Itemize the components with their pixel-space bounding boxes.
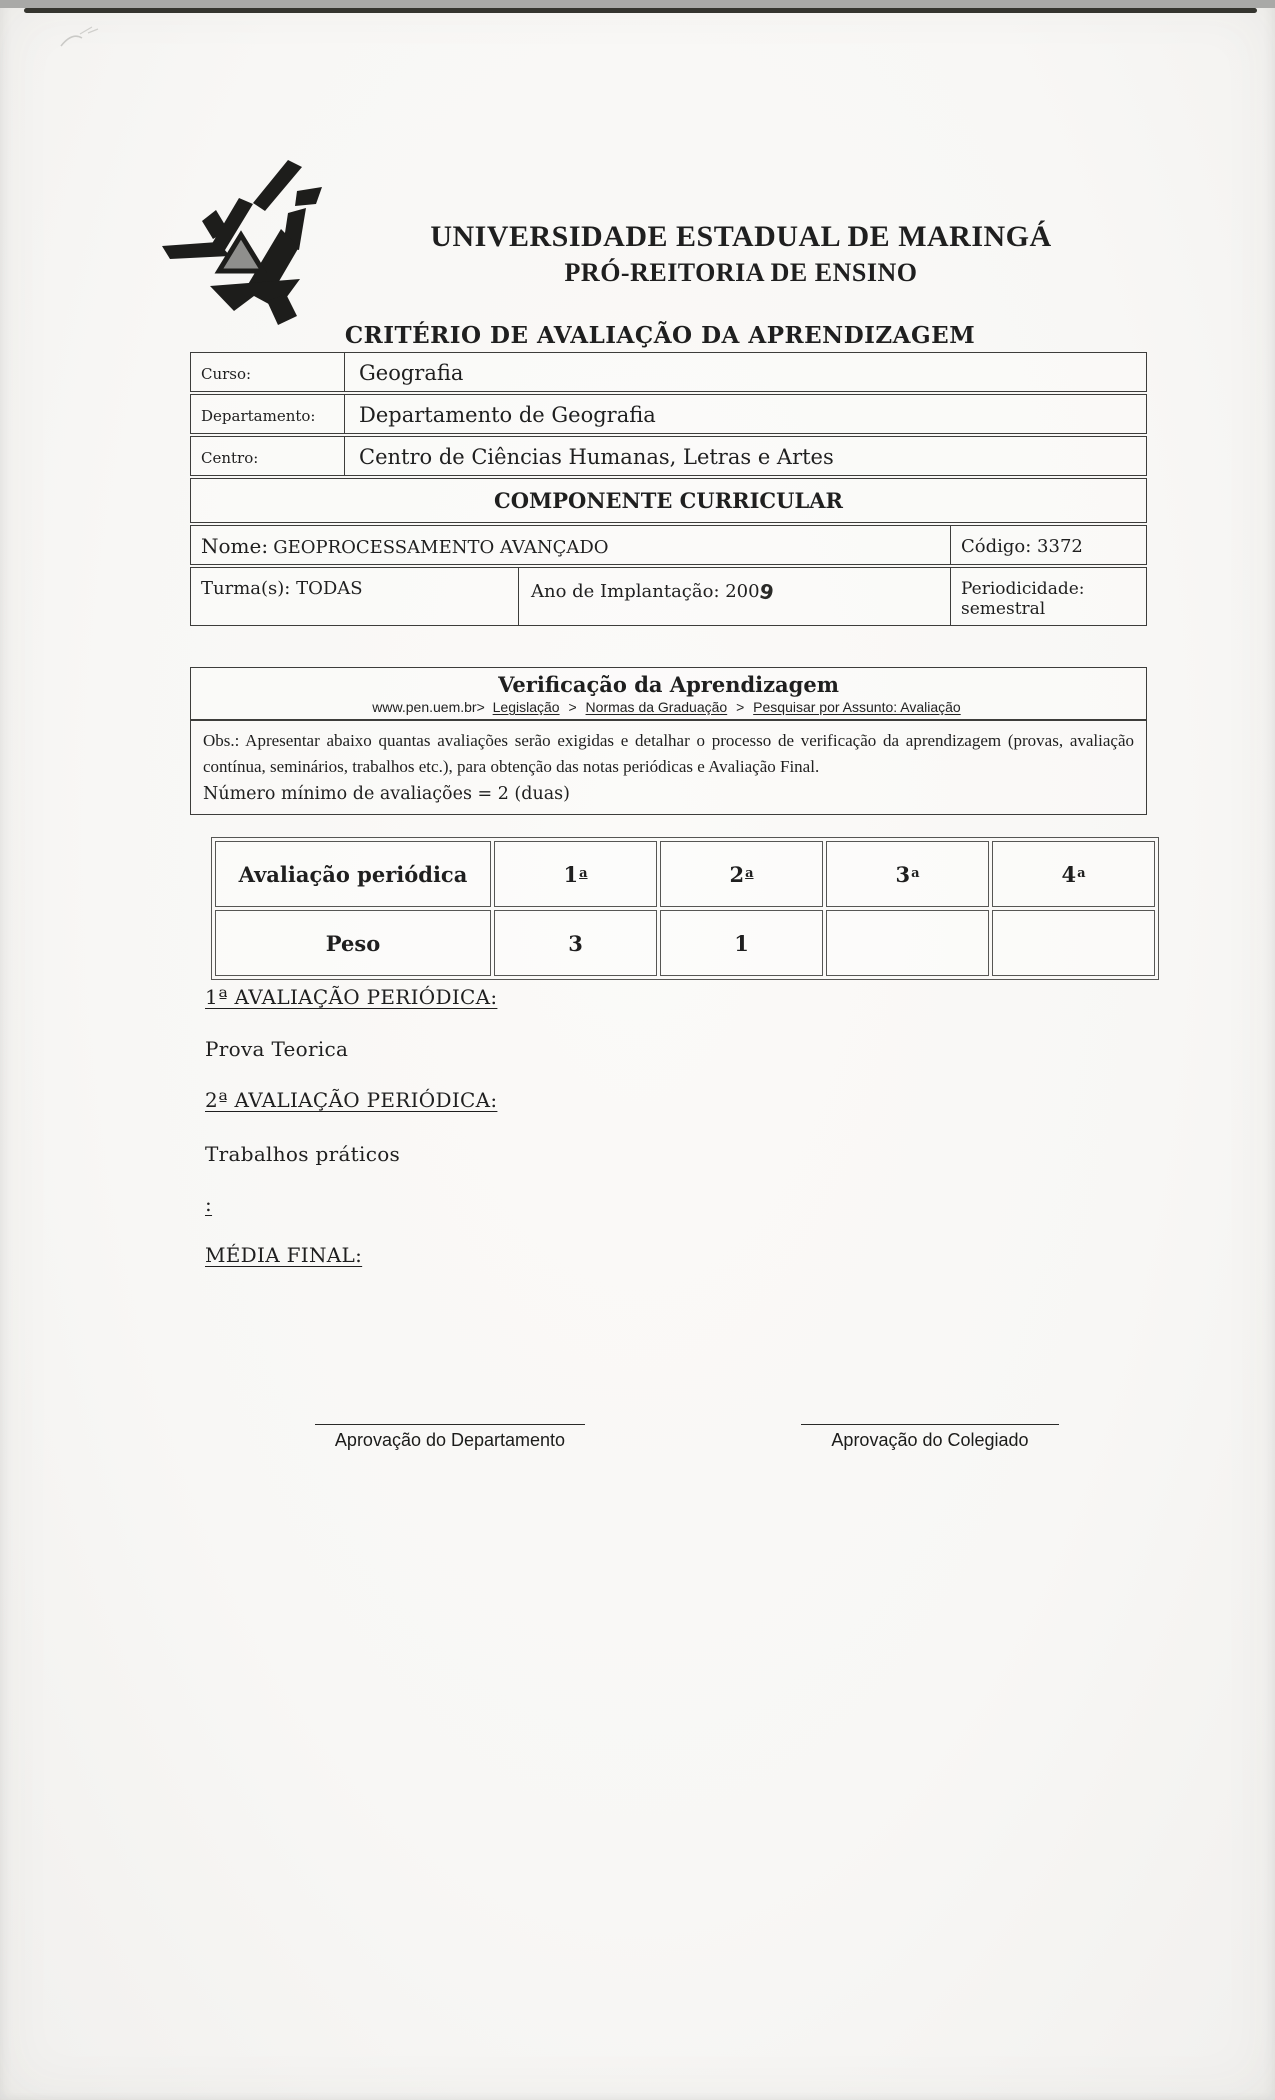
nome-cell: [191, 526, 950, 564]
minimo-avaliacoes-line: Número mínimo de avaliações = 2 (duas): [203, 783, 570, 804]
course-info-table: [190, 352, 1147, 628]
table-row-departamento: [190, 394, 1147, 434]
nome-label: Nome:: [201, 534, 269, 558]
verificacao-title: Verificação da Aprendizagem: [498, 672, 839, 697]
university-name: UNIVERSIDADE ESTADUAL DE MARINGÁ: [430, 220, 1052, 253]
breadcrumb-prefix: www.pen.uem.br>: [372, 699, 485, 715]
table-row-centro: [190, 436, 1147, 476]
breadcrumb-link-pesquisar: Pesquisar por Assunto: Avaliação: [753, 699, 961, 715]
codigo-cell: Código: 3372: [950, 526, 1146, 564]
peso-value-3: [826, 910, 989, 976]
signature-departamento: [315, 1424, 585, 1451]
verificacao-body: [190, 720, 1147, 815]
avaliacao-periodica-header: Avaliação periódica: [215, 841, 491, 907]
signature-colegiado: [801, 1424, 1059, 1451]
turma-cell: Turma(s): TODAS: [191, 568, 519, 625]
col-header-4a: 4 a: [992, 841, 1155, 907]
ano-implantacao-text: Ano de Implantação: 200: [531, 581, 760, 602]
col-header-2a: 2 a: [660, 841, 823, 907]
pro-reitoria-name: PRÓ-REITORIA DE ENSINO: [564, 258, 918, 287]
breadcrumb-separator: >: [736, 699, 745, 715]
obs-paragraph: Obs.: Apresentar abaixo quantas avaliações serão exigidas e detalhar o processo de verificação da aprendizagem (provas, avaliação contínua, seminários, trabalhos etc.), para obtenção das notas periódicas e Avaliação Final.: [203, 731, 1134, 777]
peso-value-2: 1: [660, 910, 823, 976]
breadcrumb-link-legislacao: Legislação: [492, 699, 560, 715]
col-header-3a: 3 a: [826, 841, 989, 907]
periodicidade-cell: Periodicidade: semestral: [950, 568, 1146, 625]
body-prova-teorica: Prova Teorica: [205, 1037, 349, 1061]
peso-row-label: Peso: [215, 910, 491, 976]
table-row-curso: [190, 352, 1147, 392]
verificacao-section: [190, 667, 1147, 815]
ordinal-number: 3: [895, 861, 911, 887]
heading-media-final: MÉDIA FINAL:: [205, 1243, 363, 1267]
col-header-1a: 1 a: [494, 841, 657, 907]
document-title: CRITÉRIO DE AVALIAÇÃO DA APRENDIZAGEM: [344, 322, 976, 349]
pencil-mark: [58, 24, 104, 50]
colon-line: :: [205, 1192, 213, 1216]
scanner-edge-line: [24, 8, 1257, 13]
curso-label: Curso:: [191, 353, 345, 391]
signature-label: Aprovação do Colegiado: [831, 1430, 1029, 1450]
breadcrumb-separator: >: [568, 699, 577, 715]
breadcrumb: [191, 699, 1146, 715]
ano-implantacao-cell: [519, 568, 950, 625]
signature-line: [315, 1424, 585, 1425]
signature-line: [801, 1424, 1059, 1425]
avaliacao-peso-table: [211, 837, 1159, 980]
scanner-edge-strip: [0, 0, 1275, 8]
verificacao-header: [190, 667, 1147, 720]
table-row-turma: [190, 567, 1147, 626]
breadcrumb-link-normas: Normas da Graduação: [585, 699, 728, 715]
table-row-nome: [190, 525, 1147, 565]
departamento-label: Departamento:: [191, 395, 345, 433]
componente-curricular-header: COMPONENTE CURRICULAR: [190, 478, 1147, 523]
heading-1a-avaliacao: 1ª AVALIAÇÃO PERIÓDICA:: [205, 985, 498, 1009]
peso-value-4: [992, 910, 1155, 976]
ordinal-number: 2: [729, 861, 745, 887]
nome-value: GEOPROCESSAMENTO AVANÇADO: [273, 537, 609, 558]
centro-value: Centro de Ciências Humanas, Letras e Artes: [359, 445, 834, 469]
handwritten-digit: 9: [756, 578, 776, 606]
peso-value-1: 3: [494, 910, 657, 976]
signature-label: Aprovação do Departamento: [334, 1430, 566, 1450]
body-trabalhos-praticos: Trabalhos práticos: [205, 1142, 401, 1166]
heading-2a-avaliacao: 2ª AVALIAÇÃO PERIÓDICA:: [205, 1088, 498, 1112]
centro-label: Centro:: [191, 437, 345, 475]
ordinal-number: 4: [1061, 861, 1077, 887]
ordinal-number: 1: [563, 861, 579, 887]
uem-logo-icon: [150, 158, 330, 333]
curso-value: Geografia: [359, 361, 464, 385]
departamento-value: Departamento de Geografia: [359, 403, 656, 427]
